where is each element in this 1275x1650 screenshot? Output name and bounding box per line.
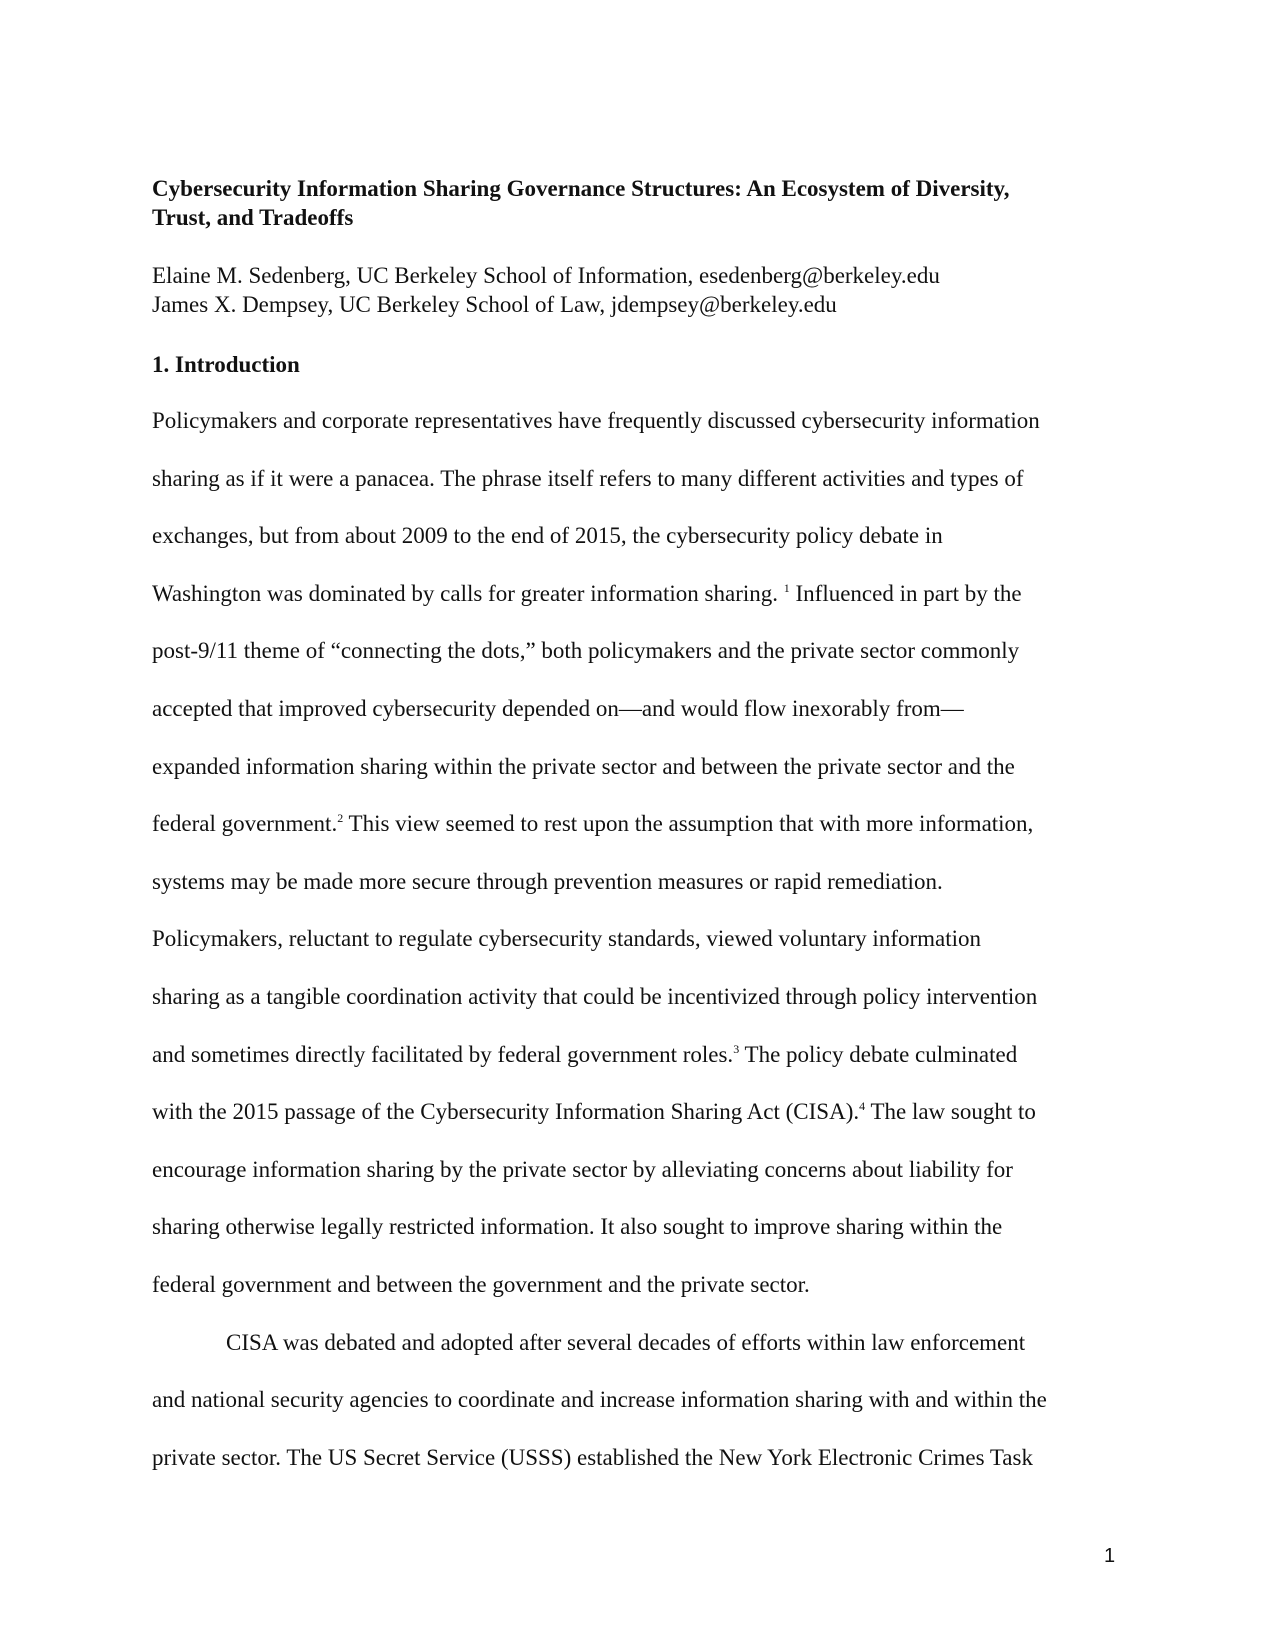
text-line: Policymakers, reluctant to regulate cybersecurity standards, viewed voluntary information: [152, 926, 982, 952]
text-segment: Influenced in part by the: [789, 580, 1022, 606]
text-line: [152, 1097, 1152, 1155]
text-line: and national security agencies to coordinate and increase information sharing with and within the: [152, 1387, 1047, 1413]
text-line: sharing as if it were a panacea. The phrase itself refers to many different activities and types of: [152, 465, 1024, 491]
text-segment: Washington was dominated by calls for greater information sharing.: [152, 580, 779, 606]
text-line: Policymakers and corporate representatives have frequently discussed cybersecurity information: [152, 408, 1040, 433]
text-line: [152, 1040, 1152, 1098]
text-line: expanded information sharing within the private sector and between the private sector and the: [152, 753, 1015, 779]
paper-title: [152, 174, 1132, 232]
author-line: Elaine M. Sedenberg, UC Berkeley School of Information, esedenberg@berkeley.edu: [152, 263, 940, 288]
text-line: CISA was debated and adopted after several decades of efforts within law enforcement: [226, 1329, 1026, 1355]
text-segment: federal government.: [152, 811, 338, 837]
text-segment: The law sought to: [865, 1099, 1036, 1125]
text-segment: The policy debate culminated: [739, 1041, 1018, 1067]
author-line: James X. Dempsey, UC Berkeley School of Law, jdempsey@berkeley.edu: [152, 292, 837, 317]
author-block: [152, 261, 1152, 319]
text-segment: and sometimes directly facilitated by federal government roles.: [152, 1041, 734, 1067]
page-number: 1: [1104, 1545, 1116, 1567]
footnote-marker: 2: [337, 811, 344, 826]
body-text: [152, 406, 1152, 1500]
text-line: systems may be made more secure through prevention measures or rapid remediation.: [152, 868, 943, 894]
text-line: private sector. The US Secret Service (USSS) established the New York Electronic Crimes Task: [152, 1444, 1033, 1470]
footnote-marker: 1: [783, 580, 790, 595]
text-line: sharing as a tangible coordination activity that could be incentivized through policy intervention: [152, 983, 1038, 1009]
text-line: encourage information sharing by the private sector by alleviating concerns about liability for: [152, 1156, 1013, 1182]
text-segment: This view seemed to rest upon the assumption that with more information,: [343, 811, 1034, 837]
title-line: Cybersecurity Information Sharing Governance Structures: An Ecosystem of Diversity,: [152, 176, 1010, 201]
paragraph-1: [152, 406, 1152, 1328]
text-line: post-9/11 theme of “connecting the dots,” both policymakers and the private sector commonly: [152, 638, 1020, 664]
title-line: Trust, and Tradeoffs: [152, 205, 354, 230]
text-segment: with the 2015 passage of the Cybersecurity Information Sharing Act (CISA).: [152, 1099, 860, 1125]
footnote-marker: 3: [733, 1041, 740, 1056]
text-line: accepted that improved cybersecurity depended on—and would flow inexorably from—: [152, 695, 964, 721]
paragraph-2: [152, 1328, 1152, 1501]
text-line: federal government and between the government and the private sector.: [152, 1271, 810, 1297]
text-line: [152, 579, 1152, 637]
text-line: exchanges, but from about 2009 to the end of 2015, the cybersecurity policy debate in: [152, 523, 943, 549]
text-line: [152, 809, 1152, 867]
text-line: sharing otherwise legally restricted information. It also sought to improve sharing within the: [152, 1214, 1003, 1240]
section-heading: 1. Introduction: [152, 352, 300, 377]
footnote-marker: 4: [859, 1099, 866, 1114]
